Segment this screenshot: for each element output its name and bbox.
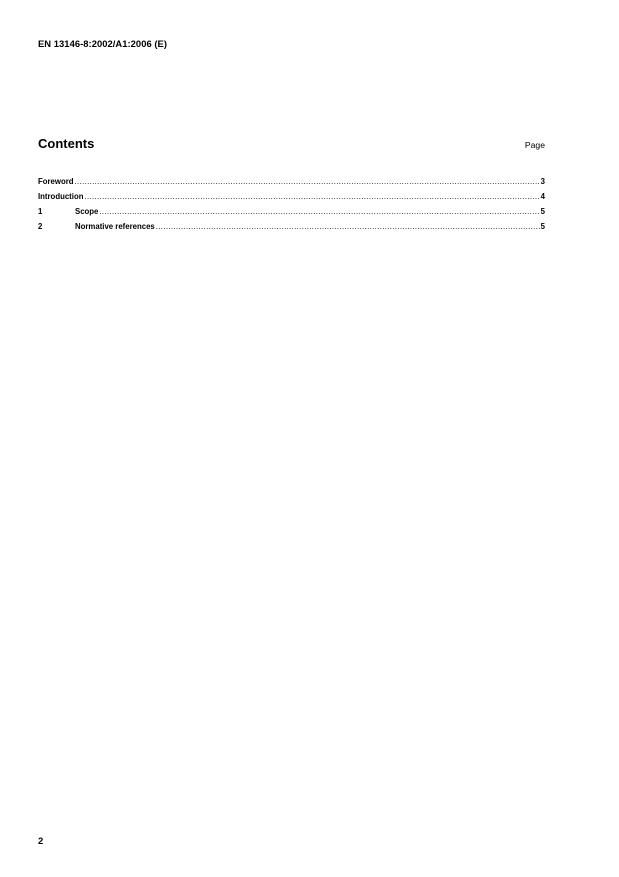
toc-entry-title: Normative references [75,222,155,231]
toc-entry-introduction[interactable] [38,189,545,204]
toc-entry-page: 5 [540,222,545,231]
toc-entry-title: Scope [75,207,99,216]
page-column-label: Page [524,140,545,150]
toc-dot-leader [75,174,540,189]
table-of-contents [38,174,545,234]
toc-entry-normative-references[interactable] [38,219,545,234]
toc-entry-page: 3 [540,177,545,186]
document-id-header: EN 13146-8:2002/A1:2006 (E) [38,38,168,49]
toc-entry-scope[interactable] [38,204,545,219]
toc-entry-title: Introduction [38,192,84,201]
toc-entry-number: 2 [38,222,43,231]
toc-dot-leader [84,189,539,204]
toc-entry-foreword[interactable] [38,174,545,189]
toc-entry-page: 4 [540,192,545,201]
toc-dot-leader [99,204,539,219]
toc-entry-number: 1 [38,207,43,216]
toc-entry-title: Foreword [38,177,74,186]
toc-entry-page: 5 [540,207,545,216]
page-number: 2 [38,835,44,846]
toc-dot-leader [156,219,540,234]
contents-heading: Contents [38,136,95,151]
